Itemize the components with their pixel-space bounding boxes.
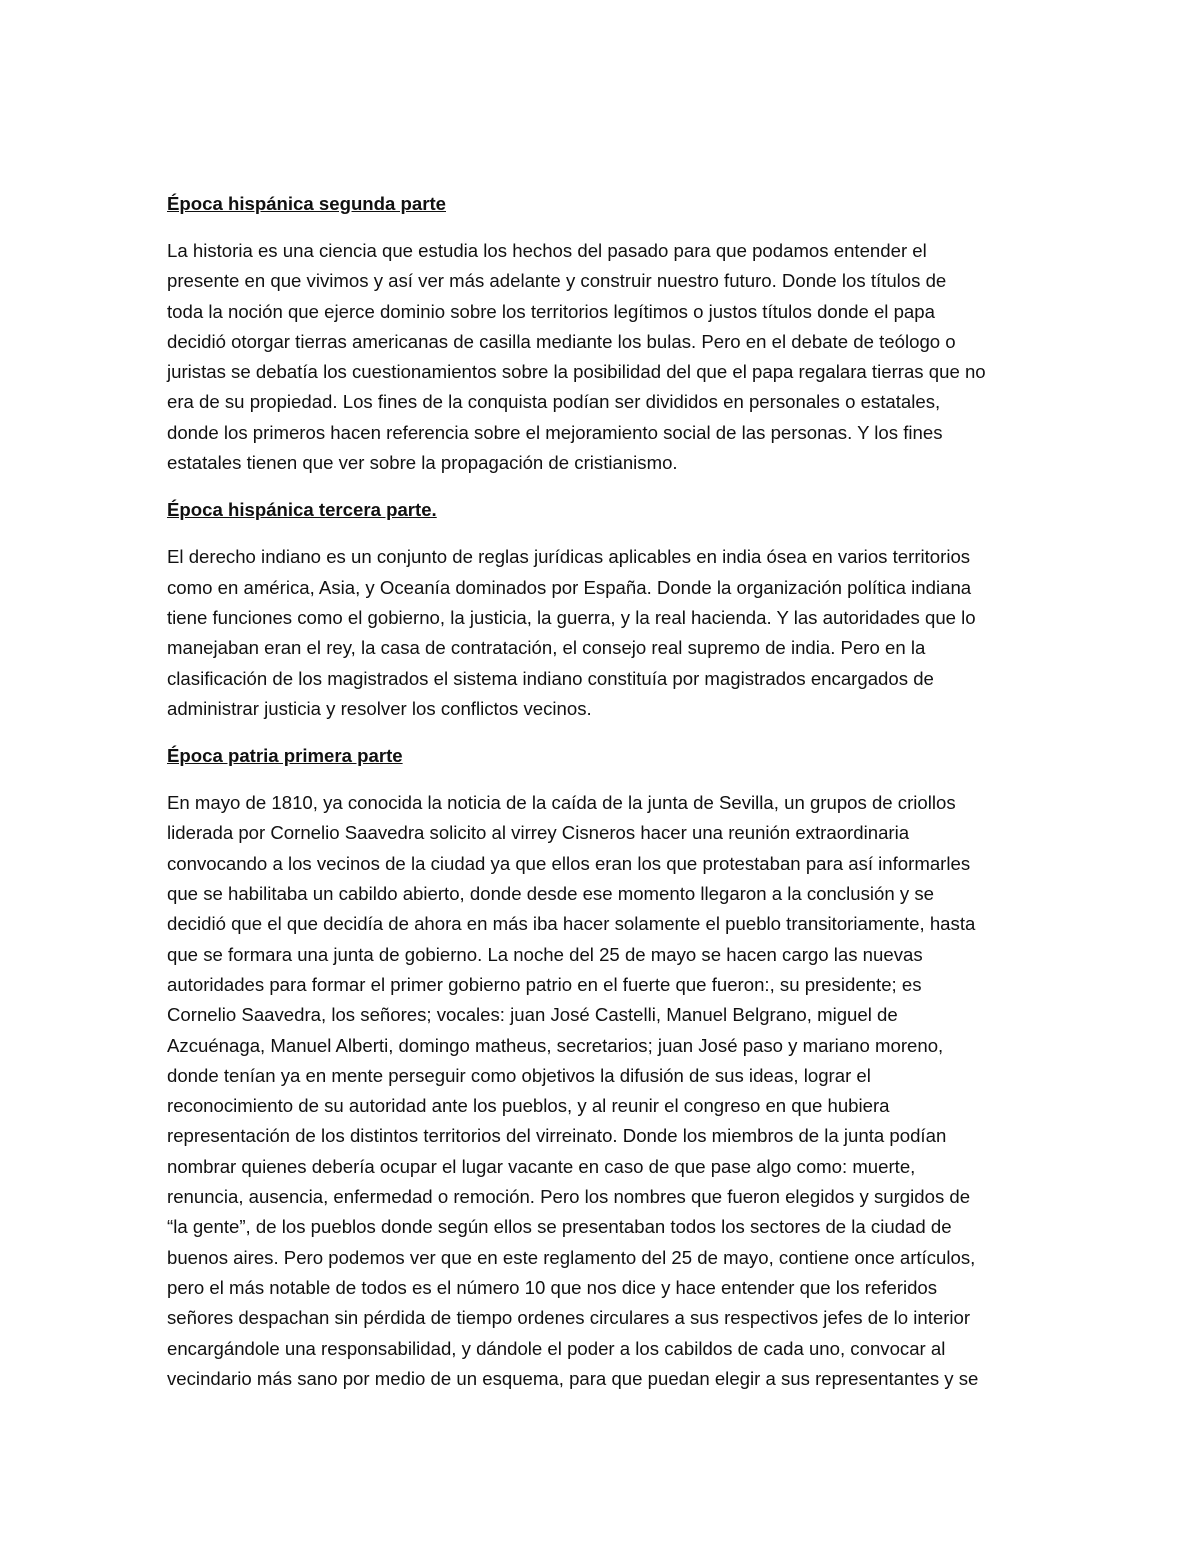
- paragraph-line: señores despachan sin pérdida de tiempo ordenes circulares a sus respectivos jefes de lo interior: [167, 1307, 971, 1329]
- paragraph-line: decidió que el que decidía de ahora en más iba hacer solamente el pueblo transitoriamente, hasta: [167, 913, 976, 935]
- paragraph-line: autoridades para formar el primer gobierno patrio en el fuerte que fueron:, su presidente; es: [167, 973, 922, 995]
- paragraph-line: juristas se debatía los cuestionamientos sobre la posibilidad del que el papa regalara tierras que no: [167, 361, 986, 383]
- paragraph-line: encargándole una responsabilidad, y dándole el poder a los cabildos de cada uno, convocar al: [167, 1337, 946, 1359]
- section-heading: Época hispánica segunda parte: [167, 193, 446, 214]
- paragraph-line: Azcuénaga, Manuel Alberti, domingo matheus, secretarios; juan José paso y mariano moreno,: [167, 1034, 944, 1056]
- paragraph-line: administrar justicia y resolver los conflictos vecinos.: [167, 697, 592, 719]
- paragraph-line: Cornelio Saavedra, los señores; vocales: juan José Castelli, Manuel Belgrano, miguel de: [167, 1004, 898, 1026]
- paragraph-line: renuncia, ausencia, enfermedad o remoción. Pero los nombres que fueron elegidos y surgidos de: [167, 1186, 971, 1208]
- paragraph-line: “la gente”, de los pueblos donde según ellos se presentaban todos los sectores de la ciudad de: [167, 1216, 952, 1238]
- paragraph-line: que se habilitaba un cabildo abierto, donde desde ese momento llegaron a la conclusión y se: [167, 883, 934, 905]
- paragraph-line: clasificación de los magistrados el sistema indiano constituía por magistrados encargados de: [167, 667, 934, 689]
- paragraph-line: presente en que vivimos y así ver más adelante y construir nuestro futuro. Donde los títulos de: [167, 270, 947, 292]
- paragraph-line: donde los primeros hacen referencia sobre el mejoramiento social de las personas. Y los fines: [167, 421, 943, 443]
- paragraph-line: estatales tienen que ver sobre la propagación de cristianismo.: [167, 452, 678, 474]
- paragraph-line: buenos aires. Pero podemos ver que en este reglamento del 25 de mayo, contiene once artículos,: [167, 1246, 976, 1268]
- paragraph-line: pero el más notable de todos es el número 10 que nos dice y hace entender que los referidos: [167, 1276, 938, 1298]
- paragraph-line: como en américa, Asia, y Oceanía dominados por España. Donde la organización política indiana: [167, 576, 972, 598]
- section-paragraph: [167, 236, 1047, 478]
- section-paragraph: [167, 542, 1047, 724]
- paragraph-line: tiene funciones como el gobierno, la justicia, la guerra, y la real hacienda. Y las autoridades que lo: [167, 606, 976, 628]
- section-epoca-hispanica-tercera: [167, 495, 1047, 724]
- section-paragraph: [167, 788, 1047, 1394]
- paragraph-line: representación de los distintos territorios del virreinato. Donde los miembros de la junta podían: [167, 1125, 947, 1147]
- paragraph-line: era de su propiedad. Los fines de la conquista podían ser divididos en personales o estatales,: [167, 391, 941, 413]
- document-page: [167, 189, 1047, 1411]
- paragraph-line: nombrar quienes debería ocupar el lugar vacante en caso de que pase algo como: muerte,: [167, 1155, 916, 1177]
- paragraph-line: convocando a los vecinos de la ciudad ya que ellos eran los que protestaban para así informarles: [167, 852, 971, 874]
- paragraph-line: decidió otorgar tierras americanas de casilla mediante los bulas. Pero en el debate de teólogo o: [167, 330, 956, 352]
- paragraph-line: El derecho indiano es un conjunto de reglas jurídicas aplicables en india ósea en varios territorios: [167, 546, 971, 568]
- paragraph-line: toda la noción que ejerce dominio sobre los territorios legítimos o justos títulos donde el papa: [167, 300, 935, 322]
- section-heading: Época patria primera parte: [167, 745, 403, 767]
- paragraph-line: vecindario más sano por medio de un esquema, para que puedan elegir a sus representantes y se: [167, 1367, 979, 1389]
- paragraph-line: manejaban eran el rey, la casa de contratación, el consejo real supremo de india. Pero en la: [167, 637, 926, 659]
- paragraph-line: donde tenían ya en mente perseguir como objetivos la difusión de sus ideas, lograr el: [167, 1064, 871, 1086]
- section-heading: Época hispánica tercera parte.: [167, 499, 437, 521]
- paragraph-line: que se formara una junta de gobierno. La noche del 25 de mayo se hacen cargo las nuevas: [167, 943, 923, 965]
- section-epoca-hispanica-segunda: [167, 189, 1047, 478]
- paragraph-line: reconocimiento de su autoridad ante los pueblos, y al reunir el congreso en que hubiera: [167, 1095, 890, 1117]
- section-epoca-patria-primera: [167, 741, 1047, 1394]
- paragraph-line: En mayo de 1810, ya conocida la noticia de la caída de la junta de Sevilla, un grupos de criollos: [167, 792, 956, 814]
- paragraph-line: liderada por Cornelio Saavedra solicito al virrey Cisneros hacer una reunión extraordinaria: [167, 822, 910, 844]
- paragraph-line: La historia es una ciencia que estudia los hechos del pasado para que podamos entender el: [167, 240, 927, 261]
